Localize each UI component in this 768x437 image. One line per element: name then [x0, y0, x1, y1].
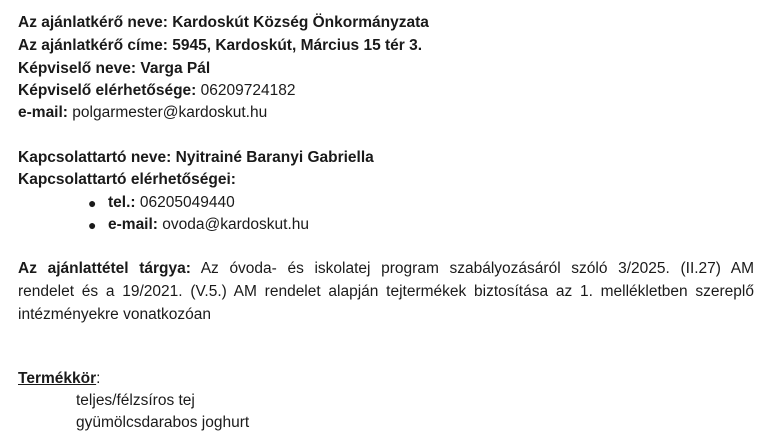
products-label: Termékkör [18, 370, 97, 387]
authority-name-line [18, 13, 429, 33]
contact-name-value: Nyitrainé Baranyi Gabriella [175, 149, 374, 166]
representative-line [18, 59, 210, 79]
contact-phone-value: 06205049440 [139, 194, 235, 211]
authority-address-value: 5945, Kardoskút, Március 15 tér 3. [172, 37, 423, 54]
authority-email-line [18, 103, 267, 123]
subject-line-3: intézményekre vonatkozóan [18, 306, 212, 323]
products-heading [18, 369, 100, 389]
subject-line-1 [18, 257, 754, 280]
representative-label: Képviselő neve: [18, 60, 137, 77]
subject-label: Az ajánlattétel tárgya: [18, 260, 191, 277]
representative-value: Varga Pál [140, 60, 211, 77]
contact-details-heading [18, 170, 236, 190]
contact-phone-label: tel.: [108, 194, 136, 211]
contact-email-label: e-mail: [108, 216, 158, 233]
subject-line-2: rendelet és a 19/2021. (V.5.) AM rendelet alapján tejtermékek biztosítása az 1. mellékletben szereplő [18, 283, 754, 300]
representative-contact-line [18, 81, 295, 101]
bullet-icon: ● [88, 195, 97, 211]
authority-email-label: e-mail: [18, 104, 68, 121]
authority-address-line [18, 36, 422, 56]
bullet-icon: ● [88, 217, 97, 233]
contact-details-label: Kapcsolattartó elérhetőségei: [18, 171, 236, 188]
authority-email-value: polgarmester@kardoskut.hu [72, 104, 268, 121]
contact-name-line [18, 148, 374, 168]
products-colon: : [96, 370, 101, 387]
contact-name-label: Kapcsolattartó neve: [18, 149, 172, 166]
authority-address-label: Az ajánlatkérő címe: [18, 37, 168, 54]
contact-email-value: ovoda@kardoskut.hu [162, 216, 309, 233]
authority-name-label: Az ajánlatkérő neve: [18, 14, 168, 31]
authority-name-value: Kardoskút Község Önkormányzata [172, 14, 429, 31]
representative-contact-value: 06209724182 [200, 82, 296, 99]
subject-paragraph [18, 257, 754, 326]
contact-email-item [88, 215, 309, 235]
product-item: gyümölcsdarabos joghurt [76, 414, 250, 431]
contact-phone-item [88, 193, 235, 213]
representative-contact-label: Képviselő elérhetősége: [18, 82, 197, 99]
subject-text-1: Az óvoda- és iskolatej program szabályozásáról szóló 3/2025. (II.27) AM [200, 260, 755, 277]
product-item: teljes/félzsíros tej [76, 392, 195, 409]
